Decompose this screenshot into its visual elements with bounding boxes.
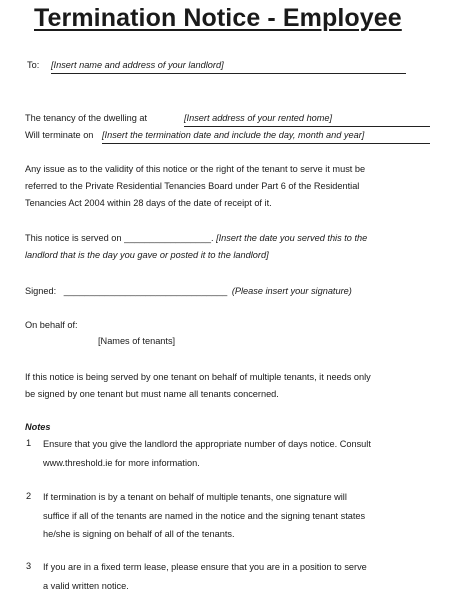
note-item bbox=[43, 558, 423, 595]
validity-line: referred to the Private Residential Tenancies Board under Part 6 of the Residential bbox=[25, 181, 360, 191]
note-line: he/she is signing on behalf of all of the tenants. bbox=[43, 529, 235, 539]
validity-line: Tenancies Act 2004 within 28 days of the date of receipt of it. bbox=[25, 198, 272, 208]
note-line: Ensure that you give the landlord the appropriate number of days notice. Consult bbox=[43, 439, 371, 449]
note-line: a valid written notice. bbox=[43, 580, 129, 591]
notes-heading: Notes bbox=[25, 422, 51, 432]
note-line: suffice if all of the tenants are named in the notice and the signing tenant states bbox=[43, 510, 366, 521]
note-number: 1 bbox=[26, 438, 32, 448]
note-line: If termination is by a tenant on behalf of multiple tenants, one signature will bbox=[43, 492, 347, 502]
termination-date-placeholder: [Insert the termination date and include the day, month and year] bbox=[102, 130, 365, 140]
to-label: To: bbox=[27, 60, 40, 70]
document-title: Termination Notice - Employee bbox=[34, 4, 402, 32]
signed-line bbox=[25, 283, 352, 300]
served-date-instruction: [Insert the date you served this to the bbox=[216, 233, 368, 243]
note-item bbox=[43, 435, 423, 472]
note-item bbox=[43, 488, 408, 544]
note-number: 3 bbox=[26, 561, 32, 571]
note-line: If you are in a fixed term lease, please ensure that you are in a position to serve bbox=[43, 562, 367, 572]
tenancy-dwelling-label: The tenancy of the dwelling at bbox=[25, 113, 148, 123]
multiple-tenants-paragraph bbox=[25, 369, 371, 403]
multiple-tenants-line: If this notice is being served by one tenant on behalf of multiple tenants, it needs only bbox=[25, 372, 371, 382]
to-underline bbox=[51, 73, 406, 74]
served-on-line bbox=[25, 230, 367, 247]
terminate-on-label: Will terminate on bbox=[25, 130, 94, 140]
served-on-blank: _________________. bbox=[124, 233, 214, 243]
note-number: 2 bbox=[26, 491, 32, 501]
served-date-instruction-cont: landlord that is the day you gave or posted it to the landlord] bbox=[25, 250, 269, 260]
behalf-label: On behalf of: bbox=[25, 320, 78, 330]
note-line: www.threshold.ie for more information. bbox=[43, 457, 200, 468]
served-on-label: This notice is served on bbox=[25, 233, 122, 243]
signed-label: Signed: bbox=[25, 286, 57, 296]
multiple-tenants-line: be signed by one tenant but must name all tenants concerned. bbox=[25, 389, 279, 399]
termination-date-underline bbox=[102, 143, 430, 144]
signature-instruction: (Please insert your signature) bbox=[231, 286, 352, 296]
validity-paragraph bbox=[25, 161, 365, 212]
address-placeholder: [Insert address of your rented home] bbox=[184, 113, 333, 123]
tenant-names-placeholder: [Names of tenants] bbox=[98, 336, 176, 346]
signature-blank: ________________________________ bbox=[63, 286, 228, 296]
landlord-placeholder: [Insert name and address of your landlord] bbox=[51, 60, 224, 70]
validity-line: Any issue as to the validity of this notice or the right of the tenant to serve it must be bbox=[25, 164, 366, 174]
